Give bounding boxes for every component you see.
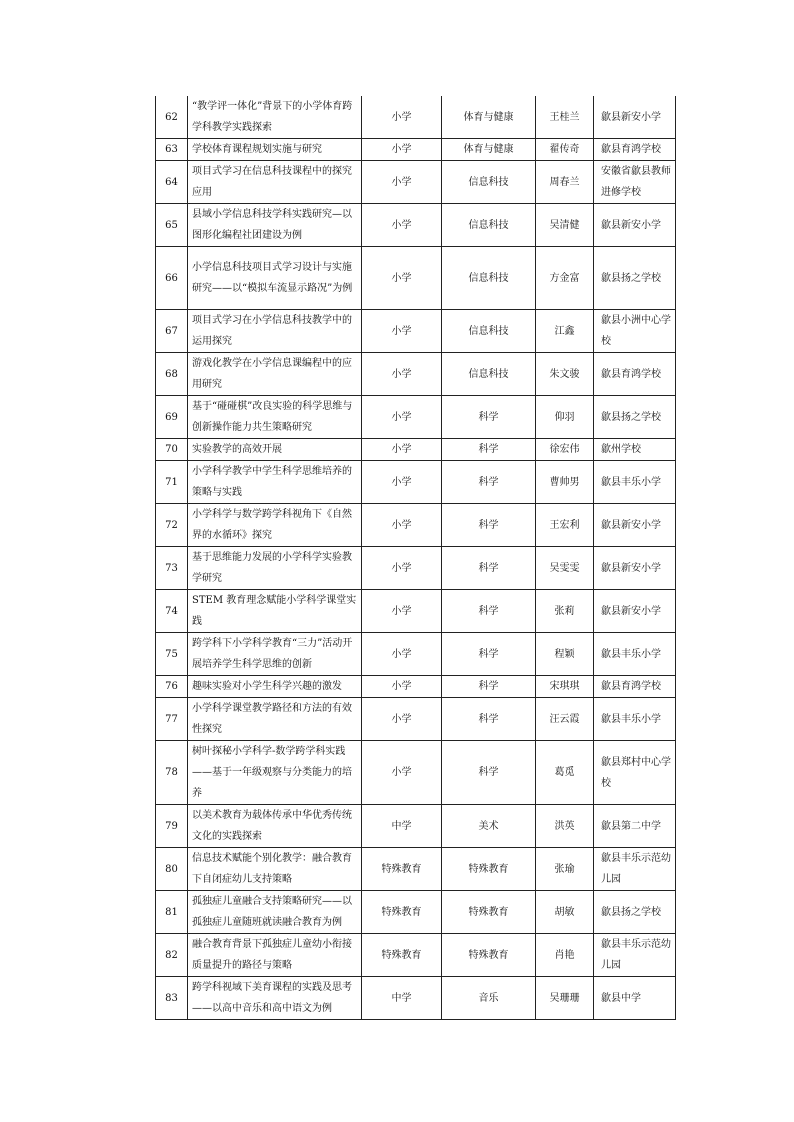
paper-title-cell: 小学科学教学中学生科学思维培养的策略与实践 [188,461,362,504]
table-row [156,633,676,676]
author-name-cell: 汪云霞 [536,698,594,741]
school-section-cell: 小学 [362,676,442,698]
school-unit-cell: 歙县丰乐示范幼儿园 [594,848,676,891]
paper-title-cell: 趣味实验对小学生科学兴趣的激发 [188,676,362,698]
school-unit-cell: 歙县新安小学 [594,96,676,139]
table-row [156,698,676,741]
table-row [156,504,676,547]
school-section-cell: 小学 [362,461,442,504]
school-unit-cell: 歙县扬之学校 [594,247,676,310]
school-section-cell: 小学 [362,396,442,439]
table-row [156,353,676,396]
row-number-cell: 67 [156,310,188,353]
row-number-cell: 63 [156,139,188,161]
subject-cell: 科学 [442,439,536,461]
school-unit-cell: 歙县育鸿学校 [594,139,676,161]
subject-cell: 科学 [442,698,536,741]
subject-cell: 特殊教育 [442,891,536,934]
row-number-cell: 78 [156,741,188,805]
row-number-cell: 83 [156,977,188,1020]
school-unit-cell: 歙县丰乐小学 [594,461,676,504]
paper-title-cell: 小学科学与数学跨学科视角下《自然界的水循环》探究 [188,504,362,547]
table-row [156,161,676,204]
author-name-cell: 方金富 [536,247,594,310]
school-unit-cell: 歙县扬之学校 [594,396,676,439]
row-number-cell: 69 [156,396,188,439]
subject-cell: 美术 [442,805,536,848]
author-name-cell: 肖艳 [536,934,594,977]
school-section-cell: 小学 [362,139,442,161]
author-name-cell: 翟传奇 [536,139,594,161]
paper-title-cell: 树叶探秘小学科学-数学跨学科实践——基于一年级观察与分类能力的培养 [188,741,362,805]
school-section-cell: 中学 [362,977,442,1020]
author-name-cell: 宋琪琪 [536,676,594,698]
school-section-cell: 小学 [362,741,442,805]
subject-cell: 信息科技 [442,310,536,353]
table-row [156,891,676,934]
author-name-cell: 洪英 [536,805,594,848]
table-body [156,96,676,1020]
school-unit-cell: 歙县郑村中心学校 [594,741,676,805]
subject-cell: 特殊教育 [442,934,536,977]
paper-title-cell: 信息技术赋能个别化教学：融合教育下自闭症幼儿支持策略 [188,848,362,891]
author-name-cell: 徐宏伟 [536,439,594,461]
results-table [155,96,676,1020]
row-number-cell: 72 [156,504,188,547]
subject-cell: 科学 [442,461,536,504]
school-unit-cell: 歙县育鸿学校 [594,353,676,396]
table-row [156,247,676,310]
subject-cell: 体育与健康 [442,96,536,139]
school-section-cell: 小学 [362,310,442,353]
author-name-cell: 曹帅男 [536,461,594,504]
school-unit-cell: 歙县丰乐小学 [594,698,676,741]
row-number-cell: 74 [156,590,188,633]
paper-title-cell: 以美术教育为载体传承中华优秀传统文化的实践探索 [188,805,362,848]
school-section-cell: 特殊教育 [362,891,442,934]
school-unit-cell: 歙县丰乐示范幼儿园 [594,934,676,977]
row-number-cell: 62 [156,96,188,139]
subject-cell: 科学 [442,633,536,676]
table-row [156,310,676,353]
school-unit-cell: 歙县新安小学 [594,204,676,247]
paper-title-cell: STEM 教育理念赋能小学科学课堂实践 [188,590,362,633]
school-unit-cell: 歙县丰乐小学 [594,633,676,676]
school-unit-cell: 歙县新安小学 [594,547,676,590]
school-section-cell: 小学 [362,698,442,741]
paper-title-cell: 基于“碰碰棋”改良实验的科学思维与创新操作能力共生策略研究 [188,396,362,439]
row-number-cell: 76 [156,676,188,698]
paper-title-cell: 游戏化教学在小学信息课编程中的应用研究 [188,353,362,396]
row-number-cell: 71 [156,461,188,504]
subject-cell: 信息科技 [442,204,536,247]
author-name-cell: 周春兰 [536,161,594,204]
table-row [156,204,676,247]
school-unit-cell: 歙县新安小学 [594,504,676,547]
table-row [156,848,676,891]
school-section-cell: 小学 [362,547,442,590]
school-section-cell: 小学 [362,590,442,633]
paper-title-cell: 基于思维能力发展的小学科学实验教学研究 [188,547,362,590]
table-row [156,547,676,590]
author-name-cell: 江鑫 [536,310,594,353]
table-row [156,977,676,1020]
paper-title-cell: 跨学科下小学科学教育“三力”活动开展培养学生科学思维的创新 [188,633,362,676]
author-name-cell: 张瑜 [536,848,594,891]
table-row [156,96,676,139]
paper-title-cell: 项目式学习在信息科技课程中的探究应用 [188,161,362,204]
row-number-cell: 79 [156,805,188,848]
paper-title-cell: 县域小学信息科技学科实践研究—以图形化编程社团建设为例 [188,204,362,247]
school-section-cell: 中学 [362,805,442,848]
row-number-cell: 82 [156,934,188,977]
school-section-cell: 小学 [362,504,442,547]
paper-title-cell: “教学评一体化”背景下的小学体育跨学科教学实践探索 [188,96,362,139]
school-section-cell: 小学 [362,96,442,139]
school-section-cell: 小学 [362,353,442,396]
school-unit-cell: 歙县扬之学校 [594,891,676,934]
author-name-cell: 朱文骏 [536,353,594,396]
author-name-cell: 吴雯雯 [536,547,594,590]
paper-title-cell: 实验教学的高效开展 [188,439,362,461]
subject-cell: 特殊教育 [442,848,536,891]
author-name-cell: 程颖 [536,633,594,676]
table-row [156,676,676,698]
author-name-cell: 王桂兰 [536,96,594,139]
school-section-cell: 特殊教育 [362,848,442,891]
row-number-cell: 64 [156,161,188,204]
paper-title-cell: 小学信息科技项目式学习设计与实施研究——以“模拟车流显示路况”为例 [188,247,362,310]
subject-cell: 科学 [442,676,536,698]
row-number-cell: 65 [156,204,188,247]
subject-cell: 科学 [442,741,536,805]
school-section-cell: 小学 [362,633,442,676]
school-unit-cell: 歙县中学 [594,977,676,1020]
school-section-cell: 特殊教育 [362,934,442,977]
paper-title-cell: 项目式学习在小学信息科技教学中的运用探究 [188,310,362,353]
paper-title-cell: 小学科学课堂教学路径和方法的有效性探究 [188,698,362,741]
subject-cell: 信息科技 [442,161,536,204]
row-number-cell: 70 [156,439,188,461]
table-row [156,396,676,439]
subject-cell: 科学 [442,590,536,633]
school-unit-cell: 歙县育鸿学校 [594,676,676,698]
row-number-cell: 81 [156,891,188,934]
row-number-cell: 75 [156,633,188,676]
subject-cell: 音乐 [442,977,536,1020]
table-row [156,934,676,977]
row-number-cell: 68 [156,353,188,396]
school-section-cell: 小学 [362,439,442,461]
subject-cell: 信息科技 [442,247,536,310]
author-name-cell: 吴清健 [536,204,594,247]
school-unit-cell: 歙县新安小学 [594,590,676,633]
school-section-cell: 小学 [362,161,442,204]
school-section-cell: 小学 [362,204,442,247]
school-unit-cell: 歙县第二中学 [594,805,676,848]
author-name-cell: 王宏利 [536,504,594,547]
row-number-cell: 77 [156,698,188,741]
subject-cell: 科学 [442,547,536,590]
row-number-cell: 66 [156,247,188,310]
school-unit-cell: 歙县小洲中心学校 [594,310,676,353]
subject-cell: 科学 [442,504,536,547]
row-number-cell: 80 [156,848,188,891]
school-unit-cell: 安徽省歙县教师进修学校 [594,161,676,204]
author-name-cell: 张莉 [536,590,594,633]
subject-cell: 信息科技 [442,353,536,396]
table-row [156,741,676,805]
author-name-cell: 仰羽 [536,396,594,439]
school-unit-cell: 歙州学校 [594,439,676,461]
paper-title-cell: 学校体育课程规划实施与研究 [188,139,362,161]
paper-title-cell: 跨学科视域下美育课程的实践及思考——以高中音乐和高中语文为例 [188,977,362,1020]
author-name-cell: 吴珊珊 [536,977,594,1020]
table-row [156,439,676,461]
table-row [156,139,676,161]
paper-title-cell: 融合教育背景下孤独症儿童幼小衔接质量提升的路径与策略 [188,934,362,977]
subject-cell: 科学 [442,396,536,439]
row-number-cell: 73 [156,547,188,590]
table-row [156,805,676,848]
table-row [156,590,676,633]
subject-cell: 体育与健康 [442,139,536,161]
school-section-cell: 小学 [362,247,442,310]
table-row [156,461,676,504]
author-name-cell: 葛觅 [536,741,594,805]
paper-title-cell: 孤独症儿童融合支持策略研究——以孤独症儿童随班就读融合教育为例 [188,891,362,934]
author-name-cell: 胡敏 [536,891,594,934]
